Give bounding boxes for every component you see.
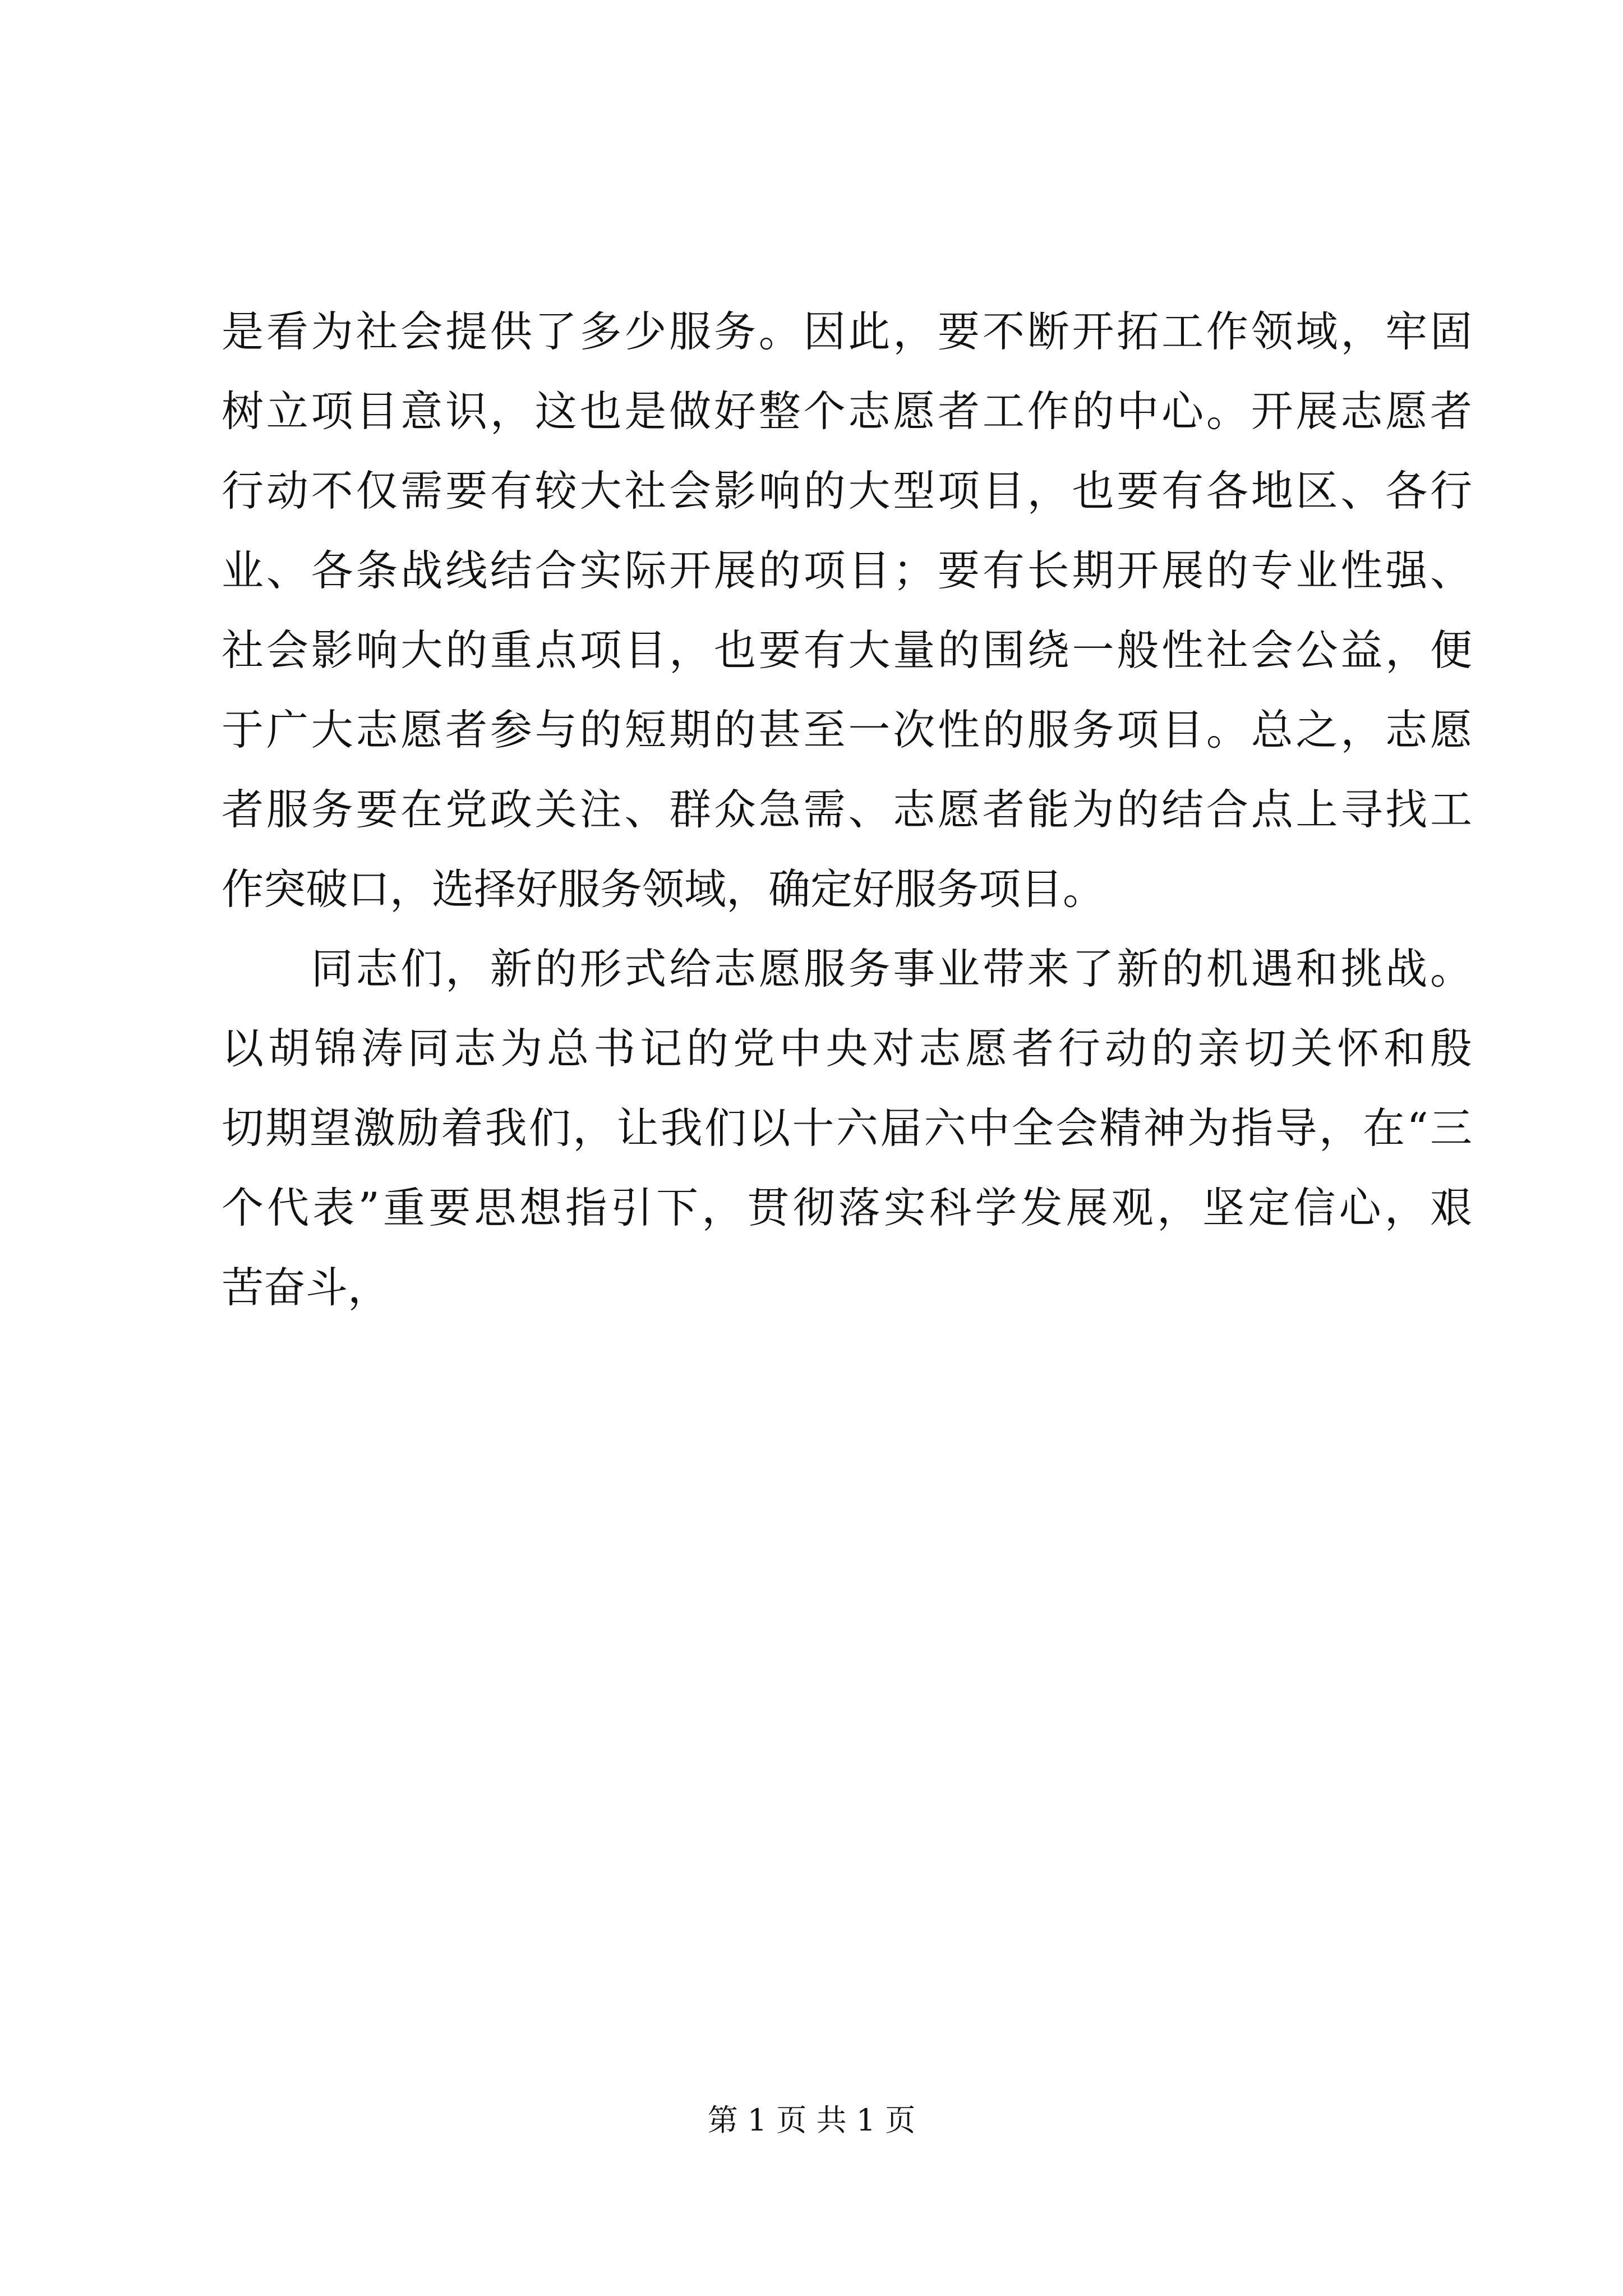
text-line: 以胡锦涛同志为总书记的党中央对志愿者行动的亲切关怀和殷 — [222, 1024, 1472, 1073]
text-line: 苦奋斗， — [222, 1263, 390, 1312]
text-line: 行动不仅需要有较大社会影响的大型项目，也要有各地区、各行 — [222, 466, 1472, 516]
text-line: 同志们，新的形式给志愿服务事业带来了新的机遇和挑战。 — [222, 944, 1472, 993]
text-line: 树立项目意识，这也是做好整个志愿者工作的中心。开展志愿者 — [222, 386, 1472, 436]
page-number-label: 第 1 页 共 1 页 — [707, 2102, 916, 2138]
text-line: 社会影响大的重点项目，也要有大量的围绕一般性社会公益，便 — [222, 625, 1472, 675]
text-line: 作突破口，选择好服务领域，确定好服务项目。 — [222, 864, 1105, 914]
body-text — [222, 292, 1472, 1327]
text-line: 个代表”重要思想指引下，贯彻落实科学发展观，坚定信心，艰 — [222, 1183, 1472, 1232]
text-line: 是看为社会提供了多少服务。因此，要不断开拓工作领域，牢固 — [222, 307, 1472, 356]
text-line: 业、各条战线结合实际开展的项目；要有长期开展的专业性强、 — [222, 546, 1472, 595]
text-line: 于广大志愿者参与的短期的甚至一次性的服务项目。总之，志愿 — [222, 705, 1472, 754]
text-line: 切期望激励着我们，让我们以十六届六中全会精神为指导，在“三 — [222, 1103, 1472, 1153]
text-line: 者服务要在党政关注、群众急需、志愿者能为的结合点上寻找工 — [222, 785, 1472, 834]
page-footer — [0, 2098, 1623, 2143]
